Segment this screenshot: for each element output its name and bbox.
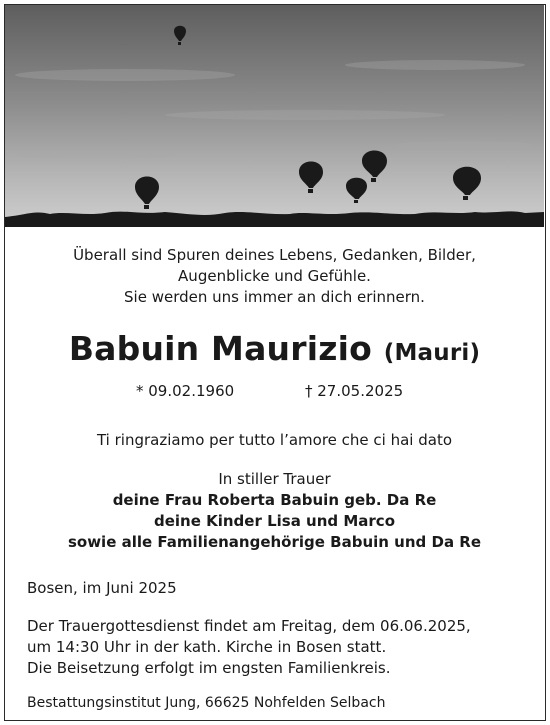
full-name: Babuin Maurizio xyxy=(68,329,373,368)
mourner-line: deine Kinder Lisa und Marco xyxy=(153,512,396,530)
verse xyxy=(5,245,544,308)
place-date: Bosen, im Juni 2025 xyxy=(27,579,177,597)
mourner-line: sowie alle Familienangehörige Babuin und Da Re xyxy=(67,533,482,551)
service-line: Die Beisetzung erfolgt im engsten Familienkreis. xyxy=(27,659,391,677)
mourner-line: deine Frau Roberta Babuin geb. Da Re xyxy=(112,491,437,509)
undertaker: Bestattungsinstitut Jung, 66625 Nohfelden Selbach xyxy=(27,695,386,711)
mourners-intro: In stiller Trauer xyxy=(218,470,331,488)
hot-air-balloons-photo xyxy=(5,5,544,227)
service-line: um 14:30 Uhr in der kath. Kirche in Bosen statt. xyxy=(27,638,387,656)
verse-line: Überall sind Spuren deines Lebens, Gedanken, Bilder, xyxy=(73,246,476,264)
obituary-notice xyxy=(4,4,546,721)
death-date: † 27.05.2025 xyxy=(305,382,404,400)
nickname: (Mauri) xyxy=(383,340,481,366)
birth-date: * 09.02.1960 xyxy=(136,382,235,400)
verse-line: Augenblicke und Gefühle. xyxy=(178,267,371,285)
verse-line: Sie werden uns immer an dich erinnern. xyxy=(124,288,425,306)
deceased-name xyxy=(5,327,544,375)
thanks-line: Ti ringraziamo per tutto l’amore che ci hai dato xyxy=(96,431,453,449)
service-info xyxy=(5,616,544,679)
service-line: Der Trauergottesdienst findet am Freitag, dem 06.06.2025, xyxy=(27,617,471,635)
mourners xyxy=(5,469,544,553)
